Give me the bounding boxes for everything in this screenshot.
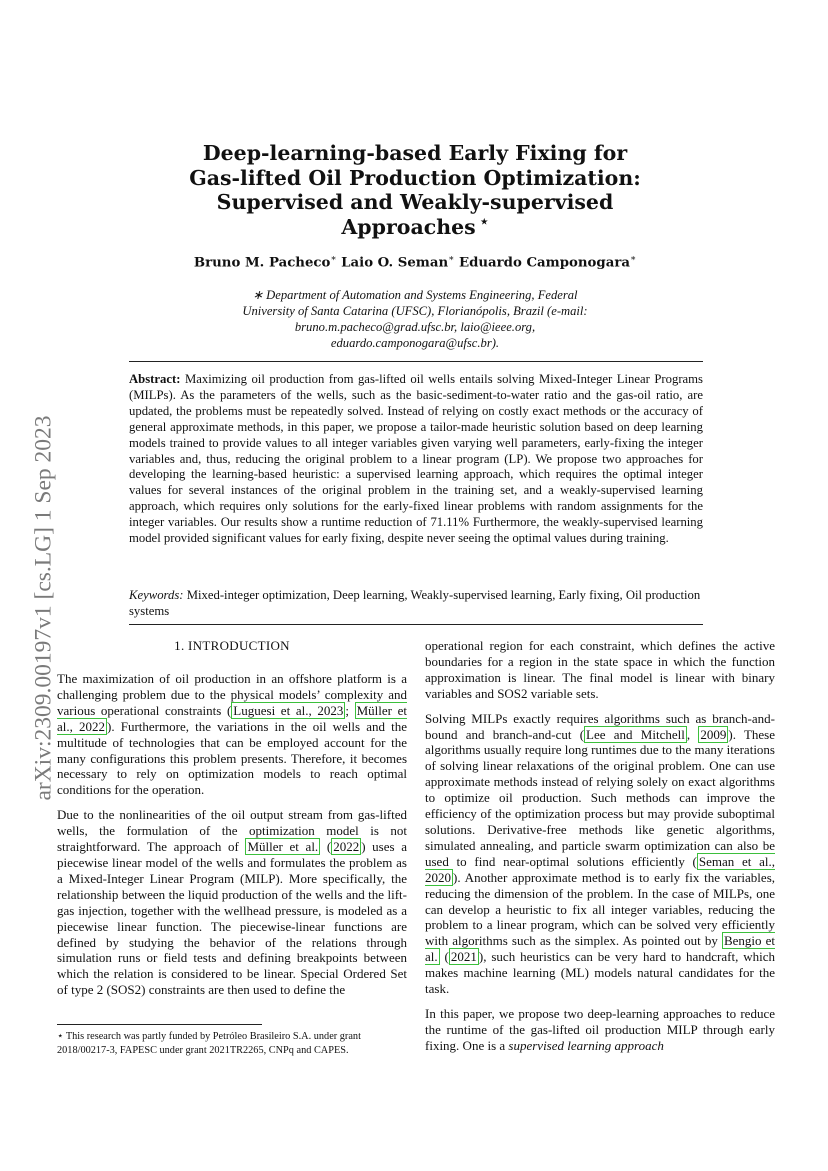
citation-link[interactable]: Müller et al. — [247, 839, 319, 855]
paragraph-text: Due to the nonlinearities of the oil output stream from gas-lifted wells, the formulation of the optimization model is not straightforward. The approach of — [57, 807, 407, 855]
paragraph-text: Solving MILPs exactly requires algorithms such as branch-and-bound and branch-and-cut ( — [425, 710, 775, 742]
author-mark: ∗ — [629, 254, 637, 264]
abstract-text: Maximizing oil production from gas-lifted oil wells entails solving Mixed-Integer Linear Programs (MILPs). As the parameters of the wells, such as the basic-sediment-to-water ratio and the gas-oil ratio, are updated, the problems must be repeatedly solved. Instead of relying on costly exact methods or the accuracy of general approximate methods, in this paper, we propose a tailor-made heuristic solution based on deep learning models trained to provide values to all integer variables given varying well parameters, early-fixing the integer variables and, thus, reducing the original problem to a linear program (LP). We propose two approaches for developing the learning-based heuristic: a supervised learning approach, which requires the optimal integer values for several instances of the original problem in the training set, and a weakly-supervised learning approach, which requires only solutions for the early-fixed linear problems with random assignments for the integer variables. Our results show a runtime reduction of 71.11% Furthermore, the weakly-supervised learning model provided significant values for early fixing, despite never seeing the optimal values during training. — [129, 372, 703, 546]
paragraph — [425, 711, 775, 997]
paper-title — [130, 141, 700, 239]
citation-link[interactable]: Müller et al., 2022 — [57, 702, 407, 734]
paragraph — [57, 807, 407, 998]
title-line: Deep-learning-based Early Fixing for — [202, 141, 628, 165]
paragraph-text: In this paper, we propose two deep-learning approaches to reduce the runtime of the gas-lifted oil production MILP through early fixing. One is a — [425, 1005, 775, 1053]
abstract-label: Abstract: — [129, 372, 181, 386]
author-mark: ∗ — [448, 254, 455, 264]
abstract-top-rule — [129, 361, 703, 362]
affiliation-line: eduardo.camponogara@ufsc.br). — [330, 336, 500, 350]
keywords-text: Mixed-integer optimization, Deep learning, Weakly-supervised learning, Early fixing, Oil production systems — [129, 588, 701, 618]
footnote — [57, 1030, 407, 1057]
paragraph-text: The maximization of oil production in an offshore platform is a challenging problem due to the physical models’ complexity and various operational constraints ( — [57, 671, 407, 718]
citation-link[interactable]: 2022 — [333, 839, 360, 855]
affiliation — [175, 287, 655, 351]
citation-link[interactable]: Bengio et al. — [425, 933, 775, 965]
paragraph-text: ), such heuristics can be very hard to handcraft, which makes machine learning (ML) models natural candidates for the task. — [425, 949, 775, 997]
author-name: Eduardo Camponogara — [458, 255, 630, 271]
paragraph-text: ( — [320, 839, 332, 855]
affiliation-line: ∗ Department of Automation and Systems Engineering, Federal — [252, 288, 578, 302]
author-name: Bruno M. Pacheco — [193, 255, 331, 271]
citation-link[interactable]: Lee and Mitchell — [586, 726, 685, 742]
left-column — [57, 638, 407, 1007]
paragraph-text: ) uses a piecewise linear model of the wells and formulates the problem as a Mixed-Integer Linear Program (MILP). More specifically, the relationship between the liquid production of the wells and the lift-gas injection, together with the wellhead pressure, is modeled as a piecewise linear function. The piecewise-linear functions are defined by studying the behavior of the relations through simulation runs or field tests and defining breakpoints between which the relation is considered to be linear. Special Ordered Set of type 2 (SOS2) constraints are then used to define the — [57, 839, 407, 998]
keywords-label: Keywords: — [129, 588, 184, 602]
paragraph: operational region for each constraint, which defines the active boundaries for a region in the state space in which the function approximation is linear. The final model is linear with binary variables and SOS2 variable sets. — [425, 638, 775, 701]
footnote-text: This research was partly funded by Petróleo Brasileiro S.A. under grant 2018/00217-3, FAPESC under grant 2021TR2265, CNPq and CAPES. — [57, 1031, 361, 1056]
author-list — [130, 254, 700, 270]
title-line — [130, 215, 700, 240]
emphasis-text: supervised learning approach — [508, 1037, 664, 1053]
paragraph-text: ; — [345, 702, 355, 718]
abstract-bottom-rule — [129, 624, 703, 625]
affiliation-line: University of Santa Catarina (UFSC), Florianópolis, Brazil (e-mail: — [242, 304, 588, 318]
abstract — [129, 372, 703, 547]
citation-link[interactable]: 2021 — [450, 949, 477, 965]
citation-link[interactable]: Luguesi et al., 2023 — [233, 702, 344, 718]
paragraph-text: , — [686, 726, 699, 742]
arxiv-sidebar — [29, 373, 59, 843]
paragraph-text: ). Furthermore, the variations in the oil wells and the multitude of technologies that can be employed account for the many configurations this problem presents. Therefore, it becomes necessary to rely on optimization models to reach optimal conditions for the operation. — [57, 718, 408, 798]
paragraph-text: ). Another approximate method is to early fix the variables, reducing the dimension of the problem. In the case of MILPs, one can develop a heuristic to fix all integer variables, reducing the problem to a linear program, which can be solved very efficiently with algorithms such as the simplex. As pointed out by — [425, 869, 775, 949]
affiliation-line: bruno.m.pacheco@grad.ufsc.br, laio@ieee.org, — [294, 320, 536, 334]
paragraph — [57, 671, 407, 798]
author-name: Laio O. Seman — [341, 255, 449, 271]
right-column — [425, 638, 775, 1063]
paragraph-text: ). These algorithms usually require long runtimes due to the many iterations of solving linear relaxations of the original problem. One can use approximate methods instead of relying solely on exact algorithms to optimize oil production. Such methods can improve the efficiency of the optimization process but may provide suboptimal solutions. Derivative-free methods like genetic algorithms, simulated annealing, and particle swarm optimization can also be used to find near-optimal solutions efficiently ( — [425, 726, 776, 869]
paragraph — [425, 1006, 775, 1054]
paragraph-text: ( — [439, 949, 449, 965]
title-last-word: Approaches — [341, 214, 476, 239]
keywords — [129, 588, 703, 620]
arxiv-identifier: arXiv:2309.00197v1 [cs.LG] 1 Sep 2023 — [30, 415, 57, 801]
section-heading: 1. INTRODUCTION — [174, 638, 290, 653]
citation-link[interactable]: 2009 — [700, 726, 727, 742]
author-mark: ∗ — [330, 254, 337, 264]
title-line: Supervised and Weakly-supervised — [216, 190, 614, 214]
citation-link[interactable]: Seman et al., 2020 — [425, 853, 775, 885]
footnote-mark: ⋆ — [57, 1031, 64, 1042]
title-line: Gas-lifted Oil Production Optimization: — [189, 165, 641, 190]
footnote-rule — [57, 1024, 262, 1025]
title-footnote-mark: ⋆ — [479, 213, 489, 230]
